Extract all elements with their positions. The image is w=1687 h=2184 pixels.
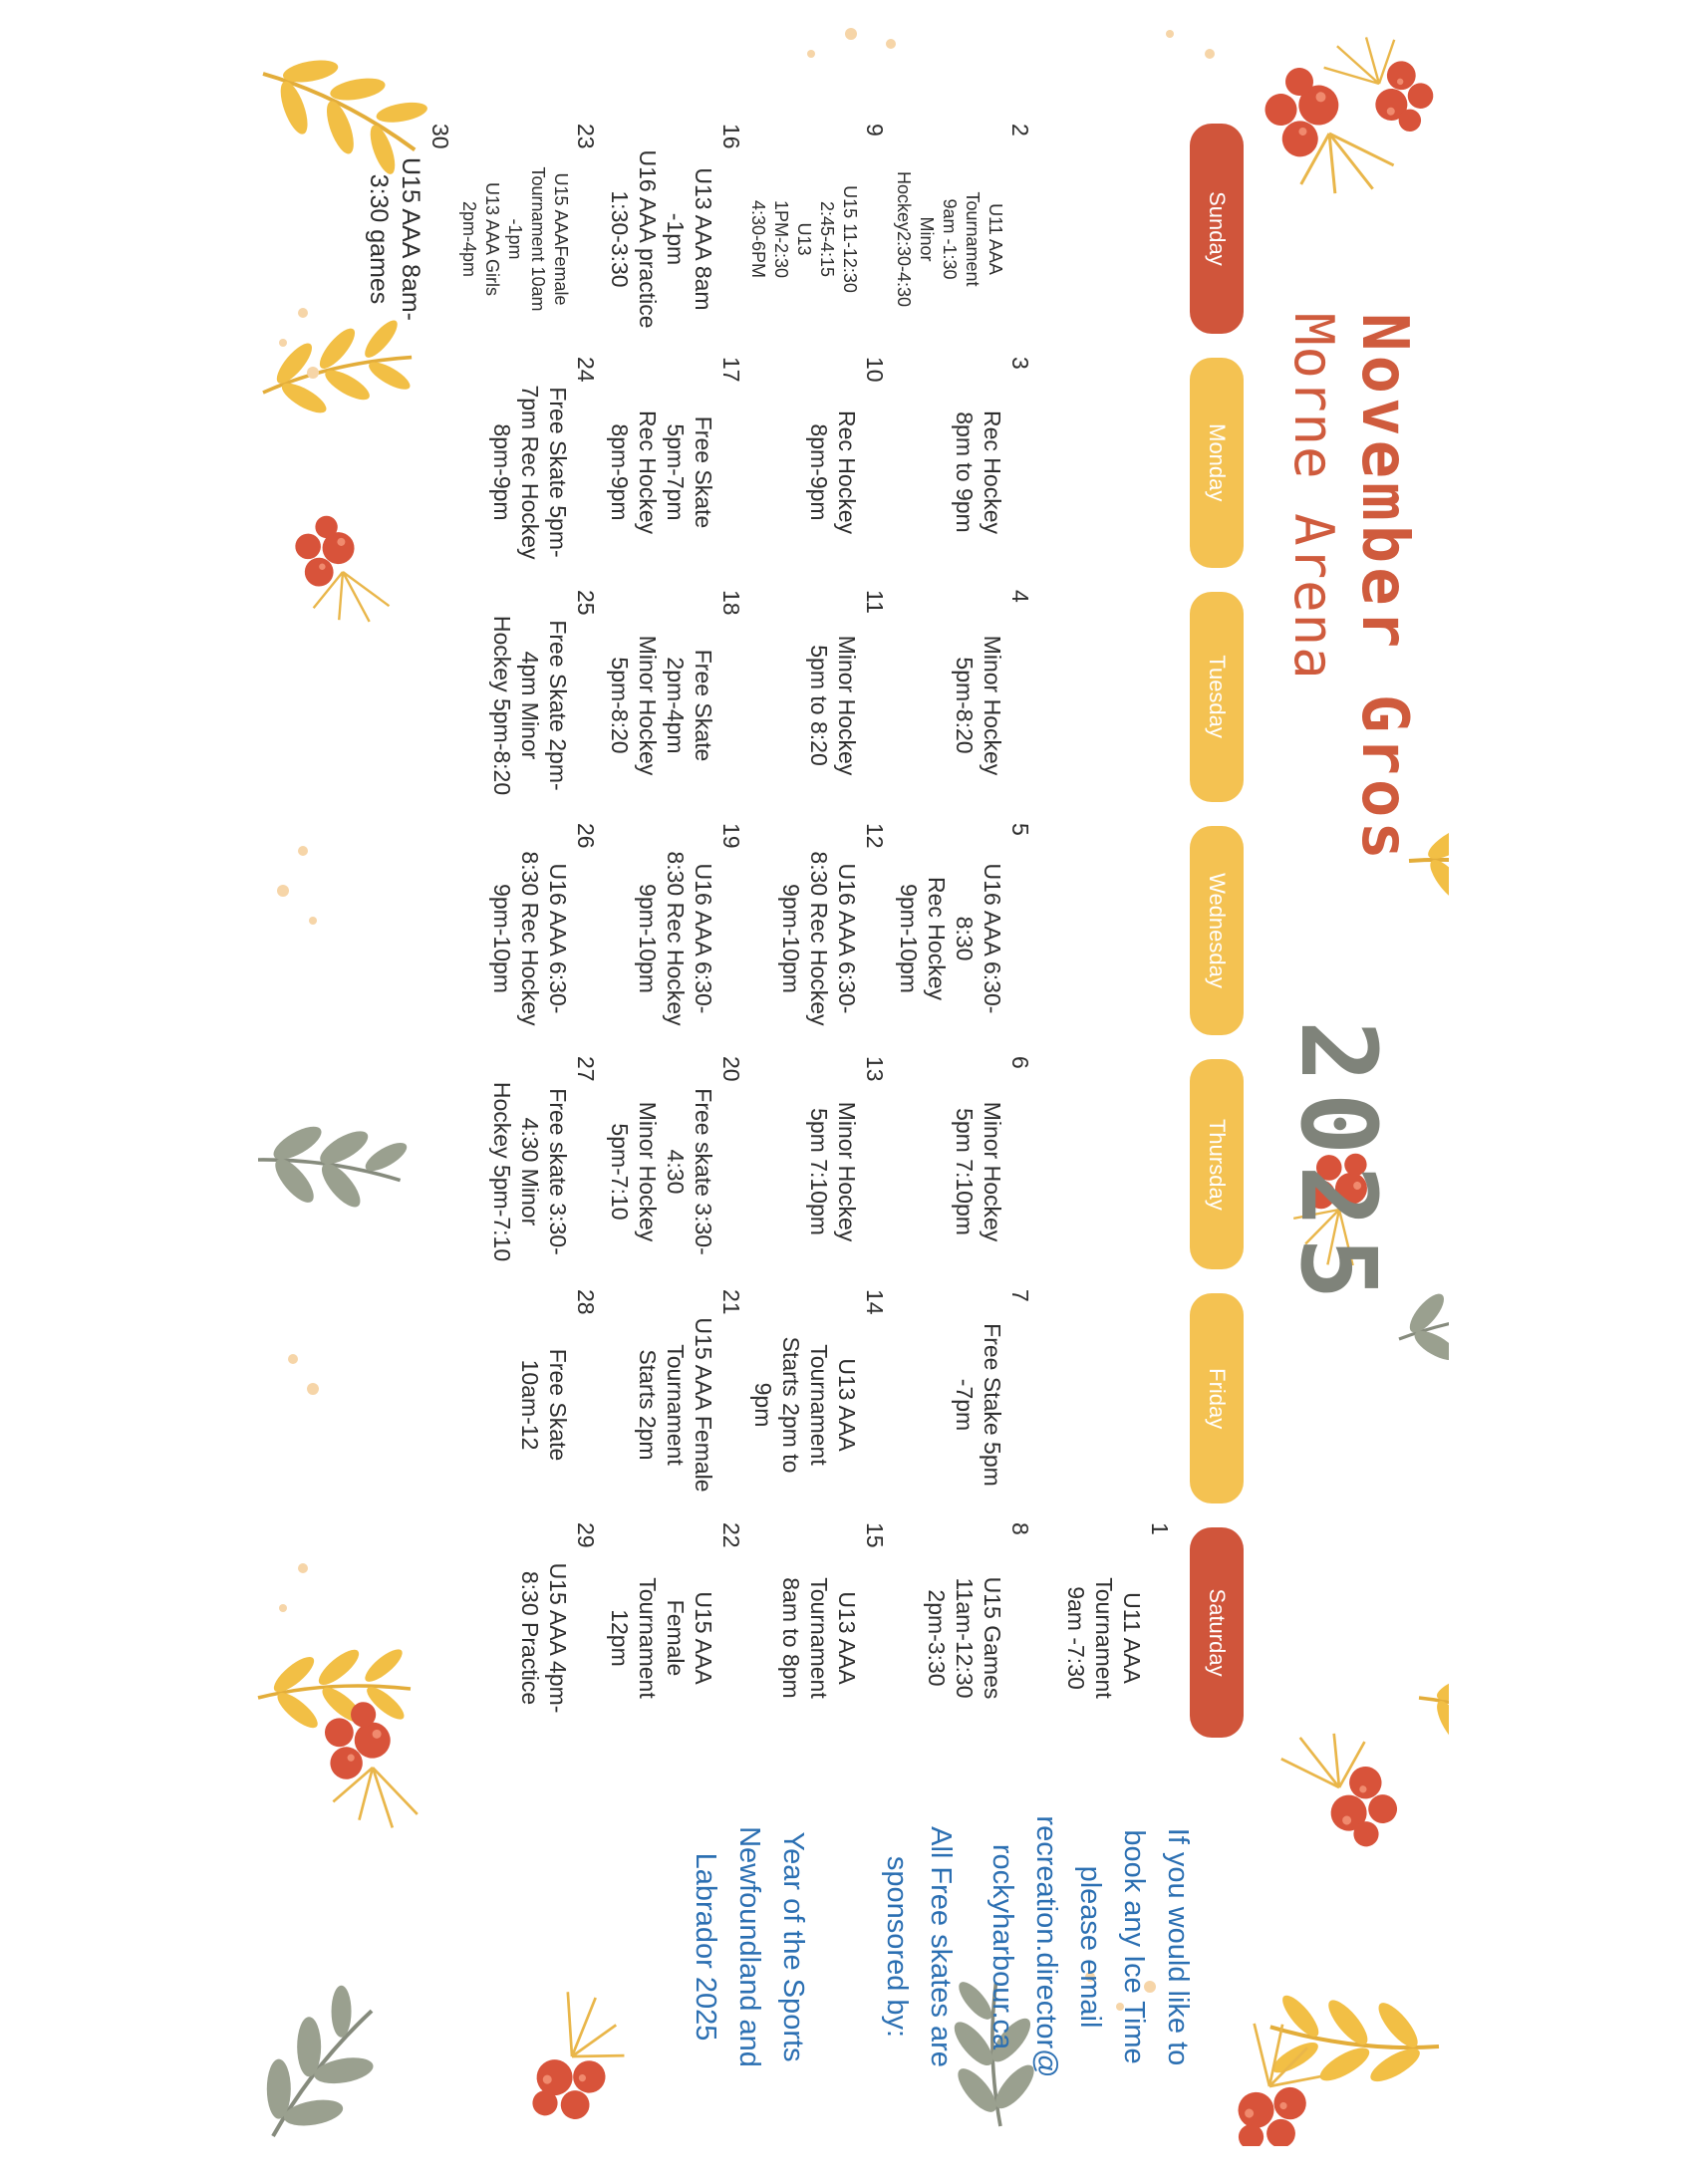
day-cell-26 [488, 823, 598, 1054]
day-number: 26 [573, 823, 599, 849]
day-events: Free Skate 2pm-4pm Minor Hockey 5pm-8:20 [607, 635, 716, 776]
day-number: 6 [1007, 1056, 1033, 1069]
day-number: 20 [718, 1056, 744, 1082]
day-number: 8 [1007, 1522, 1033, 1535]
day-number: 12 [862, 823, 888, 849]
day-events: Minor Hockey 5pm-8:20 [952, 635, 1005, 776]
day-number: 13 [862, 1056, 888, 1082]
sponsor-info: All Free skates are sponsored by: [881, 1826, 957, 2067]
day-events: U16 AAA 6:30- 8:30 Rec Hockey 9pm-10pm [896, 863, 1005, 1014]
day-cell-22 [606, 1522, 743, 1754]
day-events: Free skate 3:30- 4:30 Minor Hockey 5pm-7:10 [607, 1088, 716, 1255]
day-events: Minor Hockey 5pm 7:10pm [806, 1101, 860, 1242]
day-cell-17 [606, 357, 743, 588]
day-events: U11 AAA Tournament 9am -1:30 Minor Hockey2:30-4:30 [894, 170, 1005, 308]
month-title: November Gros [1347, 313, 1421, 864]
day-cell-11 [805, 590, 887, 821]
day-cell-27 [488, 1056, 598, 1287]
weekday-friday: Friday [1190, 1293, 1244, 1503]
booking-info: If you would like to book any Ice Time please email recreation.director@ rockyharbour.ca [986, 1815, 1194, 2078]
year-label: 2025 [1277, 1020, 1399, 1310]
day-number: 3 [1007, 357, 1033, 370]
day-events: Rec Hockey 8pm to 9pm [952, 410, 1005, 534]
day-cell-19 [634, 823, 743, 1054]
day-events: U15 AAA Female Tournament Starts 2pm [635, 1317, 716, 1493]
day-number: 14 [862, 1289, 888, 1315]
day-events: U16 AAA 6:30- 8:30 Rec Hockey 9pm-10pm [778, 851, 860, 1026]
day-number: 16 [718, 124, 744, 149]
day-number: 5 [1007, 823, 1033, 836]
day-number: 2 [1007, 124, 1033, 136]
day-number: 17 [718, 357, 744, 383]
day-cell-1 [1062, 1522, 1172, 1754]
day-events: U15 AAAFemale Tournament 10am -1pm U13 AAA Girls 2pm-4pm [459, 166, 571, 312]
day-number: 25 [573, 590, 599, 616]
day-events: Minor Hockey 5pm to 8:20 [806, 635, 860, 776]
day-number: 1 [1147, 1522, 1173, 1535]
weekday-header [1190, 124, 1244, 1738]
day-cell-10 [805, 357, 887, 588]
day-number: 24 [573, 357, 599, 383]
day-events: U13 AAA 8am -1pm U16 AAA practice 1:30-3:30 [607, 149, 716, 329]
day-events: Rec Hockey 8pm-9pm [806, 410, 860, 534]
day-cell-4 [951, 590, 1032, 821]
day-number: 21 [718, 1289, 744, 1315]
day-cell-14 [749, 1289, 887, 1520]
day-cell-12 [777, 823, 887, 1054]
day-cell-2 [892, 124, 1032, 355]
day-number: 22 [718, 1522, 744, 1548]
day-cell-7 [951, 1289, 1032, 1520]
day-cell-3 [951, 357, 1032, 588]
venue-title: Morne Arena [1282, 313, 1345, 681]
day-cell-20 [606, 1056, 743, 1287]
day-events: Free Skate 2pm- 4pm Minor Hockey 5pm-8:20 [489, 615, 571, 796]
day-cell-29 [516, 1522, 598, 1754]
weekday-thursday: Thursday [1190, 1059, 1244, 1269]
tagline: Year of the Sports Newfoundland and Labrador 2025 [690, 1826, 809, 2067]
day-events: U15 AAA Female Tournament 12pm [607, 1577, 716, 1699]
day-cell-21 [634, 1289, 743, 1520]
calendar-sheet [257, 14, 1449, 2146]
info-panel [666, 1777, 1200, 2116]
day-number: 4 [1007, 590, 1033, 603]
weekday-wednesday: Wednesday [1190, 826, 1244, 1036]
day-events: U16 AAA 6:30- 8:30 Rec Hockey 9pm-10pm [489, 851, 571, 1026]
day-cell-5 [895, 823, 1032, 1054]
calendar-grid [257, 124, 1172, 1762]
day-events: Minor Hockey 5pm 7:10pm [952, 1101, 1005, 1242]
day-cell-23 [457, 124, 598, 355]
day-events: U11 AAA Tournament 9am -7:30 [1063, 1577, 1145, 1699]
day-events: Free Skate 5pm- 7pm Rec Hockey 8pm-9pm [489, 385, 571, 560]
day-events: Free Skate 10am-12 [517, 1348, 571, 1462]
day-number: 27 [573, 1056, 599, 1082]
day-events: Free Stake 5pm -7pm [952, 1323, 1005, 1487]
weekday-tuesday: Tuesday [1190, 592, 1244, 802]
day-cell-6 [951, 1056, 1032, 1287]
day-number: 11 [862, 590, 888, 614]
day-events: U13 AAA Tournament Starts 2pm to 9pm [750, 1336, 860, 1474]
day-events: Free skate 3:30- 4:30 Minor Hockey 5pm-7:10 [489, 1081, 571, 1262]
day-number: 23 [573, 124, 599, 149]
day-events: U13 AAA Tournament 8am to 8pm [778, 1577, 860, 1699]
day-number: 28 [573, 1289, 599, 1315]
day-number: 7 [1007, 1289, 1033, 1302]
day-cell-13 [805, 1056, 887, 1287]
day-number: 30 [427, 124, 453, 149]
day-number: 15 [862, 1522, 888, 1548]
weekday-sunday: Sunday [1190, 124, 1244, 334]
day-cell-24 [488, 357, 598, 588]
day-events: U15 AAA 4pm- 8:30 Practice [517, 1562, 571, 1714]
day-events: U16 AAA 6:30- 8:30 Rec Hockey 9pm-10pm [635, 851, 716, 1026]
day-cell-16 [606, 124, 743, 355]
day-number: 19 [718, 823, 744, 849]
day-cell-28 [516, 1289, 598, 1520]
day-events: U15 Games 11am-12:30 2pm-3:30 [924, 1576, 1005, 1700]
day-number: 10 [862, 357, 888, 383]
day-events: Free Skate 5pm-7pm Rec Hockey 8pm-9pm [607, 410, 716, 534]
day-cell-18 [606, 590, 743, 821]
day-events: U15 AAA 8am- 3:30 games [365, 157, 424, 321]
day-number: 18 [718, 590, 744, 616]
day-cell-15 [777, 1522, 887, 1754]
weekday-monday: Monday [1190, 358, 1244, 568]
day-number: 29 [573, 1522, 599, 1548]
day-events: U15 11-12:30 2:45-4:15 U13 1PM-2:30 4:30-6PM [748, 185, 860, 293]
day-number: 9 [862, 124, 888, 136]
day-cell-8 [923, 1522, 1032, 1754]
weekday-saturday: Saturday [1190, 1527, 1244, 1738]
day-cell-9 [746, 124, 887, 355]
day-cell-30 [363, 124, 452, 355]
day-cell-25 [488, 590, 598, 821]
